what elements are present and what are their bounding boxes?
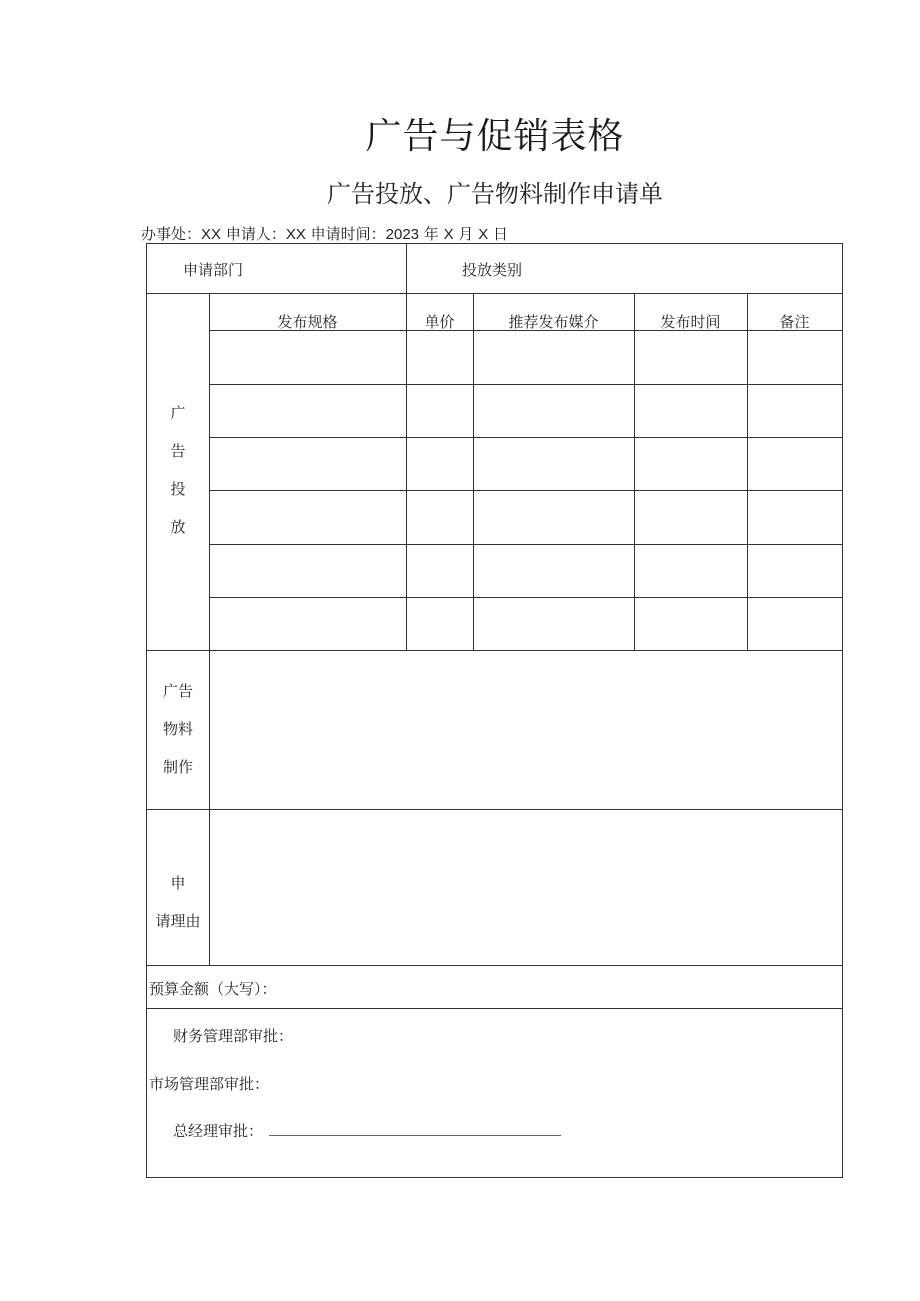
time-label: 申请时间： (310, 225, 386, 243)
applicant-value: XX (285, 226, 306, 243)
dept-label: 申请部门 (183, 261, 244, 279)
ad-label-char: 广 (170, 404, 186, 422)
year-char: 年 (423, 225, 439, 243)
type-label: 投放类别 (462, 261, 523, 279)
time-month: X (443, 226, 454, 243)
ad-label-char: 投 (170, 480, 186, 498)
row-divider (147, 650, 842, 651)
time-day: X (478, 226, 489, 243)
finance-approval-label: 财务管理部审批： (173, 1027, 294, 1045)
ad-table-col-line (406, 293, 407, 650)
row-divider (147, 965, 842, 966)
material-label-line: 制作 (162, 758, 193, 776)
ad-label-char: 告 (170, 442, 186, 460)
col-divider (406, 244, 407, 293)
month-char: 月 (458, 225, 474, 243)
office-value: XX (201, 226, 222, 243)
col-header-media: 推荐发布媒介 (508, 313, 599, 331)
label-col-divider (209, 293, 210, 965)
col-header-remark: 备注 (779, 313, 810, 331)
reason-label-line: 申 (170, 874, 186, 892)
material-label-line: 物料 (162, 720, 193, 738)
ad-table-col-line (747, 293, 748, 650)
page-subtitle: 广告投放、广告物料制作申请单 (327, 180, 663, 208)
market-approval-label: 市场管理部审批： (149, 1075, 270, 1093)
col-header-price: 单价 (424, 313, 455, 331)
application-form (146, 243, 843, 1178)
col-header-spec: 发布规格 (277, 313, 338, 331)
office-label: 办事处： (141, 225, 202, 243)
time-year: 2023 (385, 226, 420, 243)
budget-label: 预算金额（大写）： (149, 980, 277, 998)
row-divider (147, 1008, 842, 1009)
gm-signature-line (269, 1135, 561, 1136)
gm-approval-label: 总经理审批： (173, 1122, 264, 1140)
material-section-label (147, 672, 209, 786)
col-header-time: 发布时间 (660, 313, 721, 331)
ad-table-col-line (473, 293, 474, 650)
reason-label-line: 请理由 (155, 912, 201, 930)
ad-section-label (147, 394, 209, 546)
page-title: 广告与促销表格 (365, 116, 625, 157)
day-char: 日 (492, 225, 508, 243)
reason-section-label (147, 864, 209, 940)
form-meta-line (141, 223, 508, 244)
ad-table-col-line (634, 293, 635, 650)
row-divider (147, 809, 842, 810)
row-divider (147, 293, 842, 294)
applicant-label: 申请人： (225, 225, 286, 243)
material-label-line: 广告 (162, 682, 193, 700)
ad-label-char: 放 (170, 518, 186, 536)
